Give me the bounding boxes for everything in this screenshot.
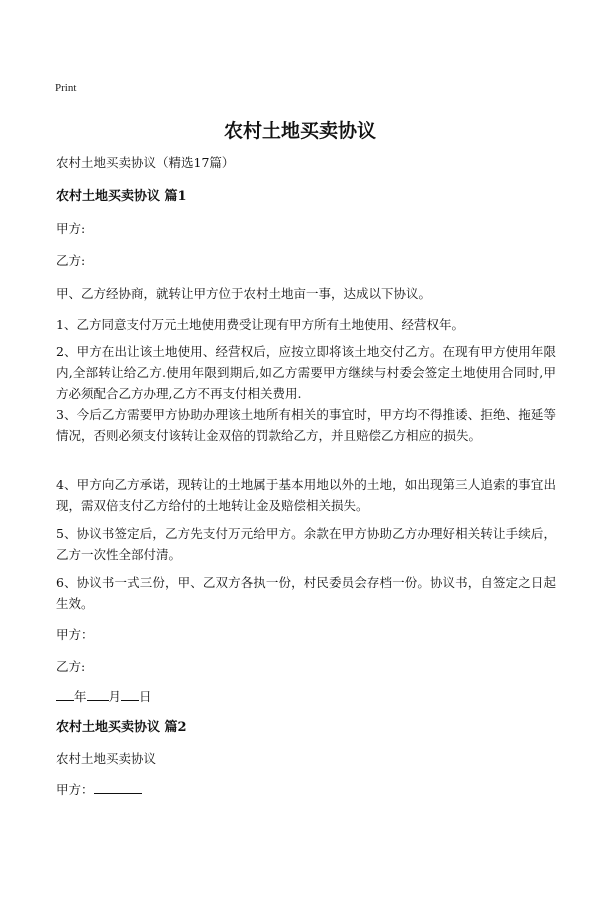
date-year-label: 年 bbox=[74, 689, 87, 704]
clause-3: 3、今后乙方需要甲方协助办理该土地所有相关的事宜时，甲方均不得推诿、拒绝、拖延等情况，否则必须支付该转让金双倍的罚款给乙方，并且赔偿乙方相应的损失。 bbox=[56, 407, 556, 443]
day-blank bbox=[121, 688, 139, 701]
document-title: 农村土地买卖协议 bbox=[223, 120, 376, 142]
clause-5: 5、协议书签定后，乙方先支付万元给甲方。余款在甲方协助乙方办理好相关转让手续后，乙方一次性全部付清。 bbox=[56, 526, 556, 562]
print-label: Print bbox=[55, 82, 77, 94]
year-blank bbox=[56, 688, 74, 701]
clause-6: 6、协议书一式三份，甲、乙双方各执一份，村民委员会存档一份。协议书，自签定之日起生效。 bbox=[56, 575, 556, 611]
party-a-label: 甲方: bbox=[56, 221, 86, 236]
date-month-label: 月 bbox=[108, 689, 122, 704]
signature-party-b: 乙方: bbox=[56, 659, 86, 674]
section-2-subtitle: 农村土地买卖协议 bbox=[56, 751, 157, 766]
signature-date bbox=[56, 686, 556, 707]
section-2-heading: 农村土地买卖协议 篇2 bbox=[56, 720, 187, 735]
month-blank bbox=[87, 688, 109, 701]
section-2-party-a-label: 甲方： bbox=[56, 782, 94, 797]
section-2-party-a bbox=[56, 779, 556, 800]
party-b-label: 乙方: bbox=[56, 253, 86, 268]
party-a-blank bbox=[94, 781, 142, 794]
clause-4: 4、甲方向乙方承诺，现转让的土地属于基本用地以外的土地，如出现第三人追索的事宜出现，需双倍支付乙方给付的土地转让金及赔偿相关损失。 bbox=[56, 477, 556, 513]
clause-2: 2、甲方在出让该土地使用、经营权后，应按立即将该土地交付乙方。在现有甲方使用年限内,全部转让给乙方.使用年限到期后,如乙方需要甲方继续与村委会签定土地使用合同时,甲方必须配合乙方办理,乙方不再支付相关费用. bbox=[56, 344, 556, 401]
agreement-intro: 甲、乙方经协商，就转让甲方位于农村土地亩一事，达成以下协议。 bbox=[56, 286, 432, 301]
date-day-label: 日 bbox=[139, 689, 152, 704]
clause-1: 1、乙方同意支付万元土地使用费受让现有甲方所有土地使用、经营权年。 bbox=[56, 317, 464, 332]
section-1-heading: 农村土地买卖协议 篇1 bbox=[56, 189, 187, 204]
signature-party-a: 甲方： bbox=[56, 627, 94, 642]
document-subtitle: 农村土地买卖协议（精选17篇） bbox=[56, 155, 235, 170]
